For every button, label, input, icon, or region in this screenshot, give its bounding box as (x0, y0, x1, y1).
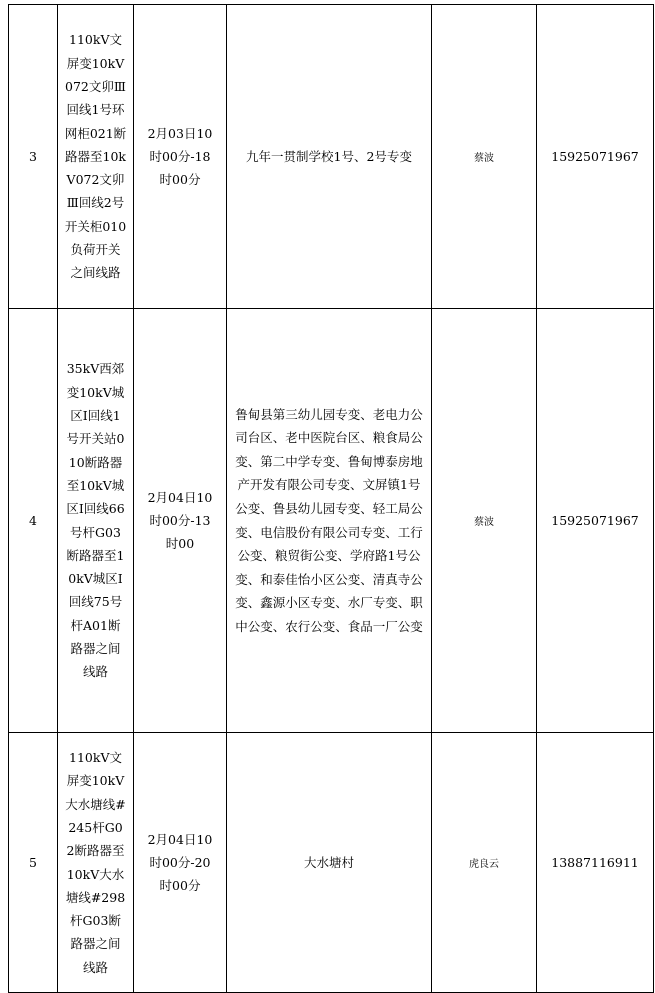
contact-phone-text: 15925071967 (551, 513, 639, 528)
table-row (9, 309, 654, 733)
contact-phone (537, 5, 654, 309)
row-number-text: 3 (29, 149, 37, 164)
contact-phone-text: 13887116911 (551, 855, 639, 870)
outage-time-text: 2月04日10时00分-20时00分 (147, 831, 213, 894)
outage-time-text: 2月04日10时00分-13时00 (147, 489, 213, 552)
outage-section-text: 35kV西郊变10kV城区Ⅰ回线1号开关站010断路器至10kV城区Ⅰ回线66号杆G03断路器至10kV城区Ⅰ回线75号杆A01断路器之间线路 (66, 361, 125, 680)
contact-person (432, 5, 537, 309)
row-number (9, 309, 58, 733)
outage-time (134, 5, 227, 309)
contact-person (432, 733, 537, 993)
outage-area-text: 九年一贯制学校1号、2号专变 (246, 148, 412, 164)
row-number-text: 5 (29, 855, 37, 870)
contact-phone (537, 733, 654, 993)
outage-section (58, 5, 134, 309)
outage-time-text: 2月03日10时00分-18时00分 (147, 125, 213, 188)
outage-time (134, 733, 227, 993)
outage-area (227, 733, 432, 993)
outage-section (58, 309, 134, 733)
table-row (9, 733, 654, 993)
contact-phone-text: 15925071967 (551, 149, 639, 164)
contact-person-text: 蔡波 (474, 153, 494, 164)
contact-person-text: 虎良云 (469, 859, 499, 870)
outage-area-text: 大水塘村 (303, 854, 354, 870)
outage-area (227, 5, 432, 309)
outage-area-text: 鲁甸县第三幼儿园专变、老电力公司台区、老中医院台区、粮食局公变、第二中学专变、鲁甸博泰房地产开发有限公司专变、文屏镇1号公变、鲁县幼儿园专变、轻工局公变、电信股份有限公司专变、工行公变、粮贸街公变、学府路1号公变、和泰佳怡小区公变、清真寺公变、鑫源小区专变、水厂专变、职中公变、农行公变、食品一厂公变 (235, 406, 423, 634)
contact-phone (537, 309, 654, 733)
row-number (9, 5, 58, 309)
row-number-text: 4 (29, 513, 37, 528)
contact-person-text: 蔡波 (474, 517, 494, 528)
outage-table (8, 4, 654, 993)
table-row (9, 5, 654, 309)
outage-area (227, 309, 432, 733)
outage-time (134, 309, 227, 733)
row-number (9, 733, 58, 993)
contact-person (432, 309, 537, 733)
outage-section-text: 110kV文屏变10kV072文卯Ⅲ回线1号环网柜021断路器至10kV072文卯Ⅲ回线2号开关柜010负荷开关之间线路 (64, 32, 127, 281)
outage-section (58, 733, 134, 993)
outage-section-text: 110kV文屏变10kV大水塘线#245杆G02断路器至10kV大水塘线#298杆G03断路器之间线路 (65, 750, 126, 975)
